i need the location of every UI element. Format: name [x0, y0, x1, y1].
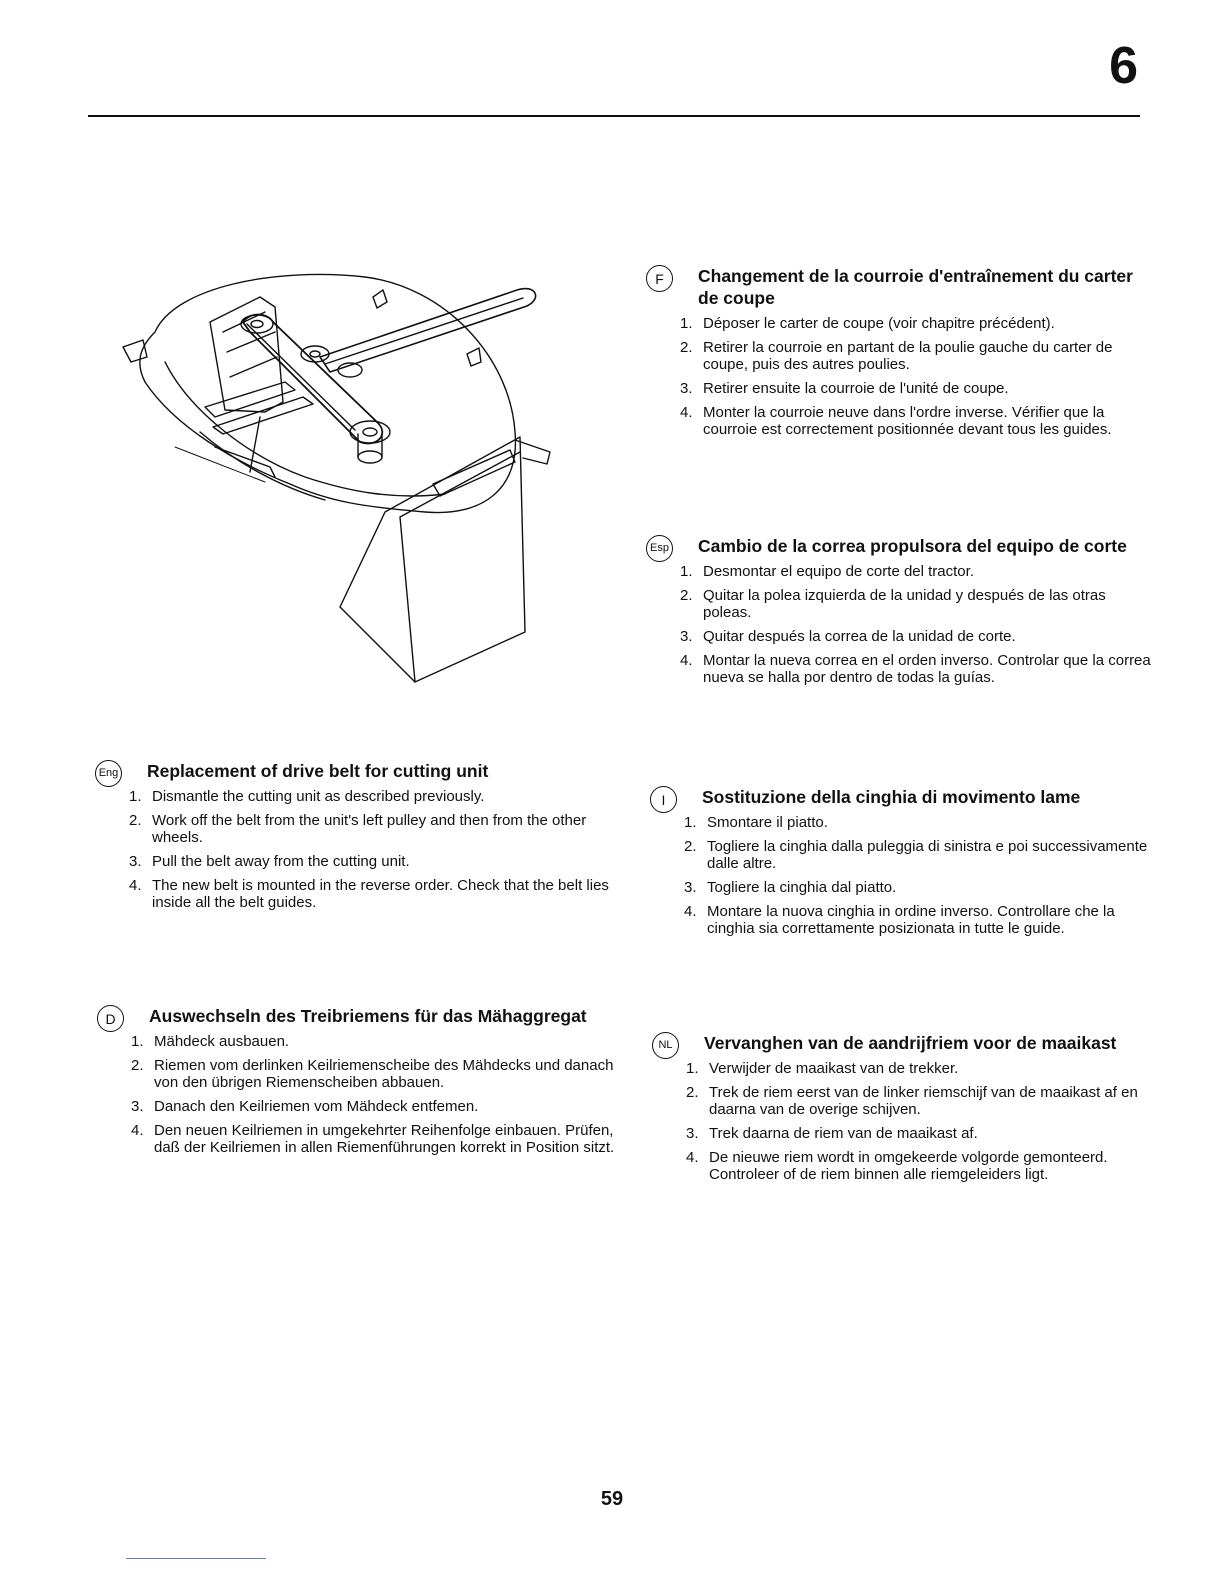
step-number: 4. [680, 652, 693, 669]
step-number: 1. [129, 788, 142, 805]
step-number: 1. [680, 315, 693, 332]
french-step-4 [646, 404, 1156, 438]
italian-title: Sostituzione della cinghia di movimento lame [702, 787, 1081, 807]
dutch-steps [652, 1060, 1162, 1183]
step-text: Desmontar el equipo de corte del tractor. [703, 563, 974, 580]
step-number: 2. [680, 339, 693, 356]
pulley-right [350, 421, 390, 443]
pulley-left-hub [251, 321, 263, 328]
german-step-3 [97, 1098, 617, 1115]
step-text: Dismantle the cutting unit as described previously. [152, 788, 485, 805]
german-step-2 [97, 1057, 617, 1091]
header-rule [88, 115, 1140, 117]
step-number: 1. [680, 563, 693, 580]
discharge-chute [340, 437, 525, 682]
step-text: De nieuwe riem wordt in omgekeerde volgorde gemonteerd. Controleer of de riem binnen alle riemgeleiders ligt. [709, 1149, 1108, 1183]
step-number: 3. [686, 1125, 699, 1142]
step-number: 4. [131, 1122, 144, 1139]
german-steps [97, 1033, 617, 1156]
step-number: 2. [684, 838, 697, 855]
cutting-deck-diagram [115, 262, 565, 692]
side-bracket [467, 348, 481, 366]
step-text: Trek daarna de riem van de maaikast af. [709, 1125, 978, 1142]
step-text: Retirer la courroie en partant de la poulie gauche du carter de coupe, puis des autres poulies. [703, 339, 1113, 373]
section-german [97, 1005, 617, 1163]
english-step-4 [95, 877, 615, 911]
step-text: Togliere la cinghia dalla puleggia di sinistra e poi successivamente dalle altre. [707, 838, 1148, 872]
spanish-step-2 [646, 587, 1156, 621]
italian-step-3 [650, 879, 1160, 896]
english-lang-badge: Eng [95, 760, 122, 787]
step-number: 1. [131, 1033, 144, 1050]
german-step-1 [97, 1033, 617, 1050]
italian-step-4 [650, 903, 1160, 937]
dutch-step-3 [652, 1125, 1162, 1142]
step-number: 4. [680, 404, 693, 421]
step-text: Montar la nueva correa en el orden inverso. Controlar que la correa nueva se halla por dentro de todas la guías. [703, 652, 1151, 686]
italian-steps [650, 814, 1160, 937]
chute-mount [433, 450, 515, 496]
pulley-center-hub [310, 351, 320, 357]
drive-belt-inner [247, 324, 355, 430]
chapter-number: 6 [1109, 37, 1138, 95]
step-number: 2. [131, 1057, 144, 1074]
step-text: Work off the belt from the unit's left pulley and then from the other wheels. [152, 812, 587, 846]
spanish-step-3 [646, 628, 1156, 645]
step-number: 4. [684, 903, 697, 920]
french-title: Changement de la courroie d'entraînement du carter de coupe [698, 266, 1133, 308]
page-number: 59 [600, 1488, 624, 1510]
step-text: Montare la nuova cinghia in ordine inverso. Controllare che la cinghia sia correttamente posizionata in tutte le guide. [707, 903, 1115, 937]
step-text: Retirer ensuite la courroie de l'unité de coupe. [703, 380, 1009, 397]
section-english [95, 760, 615, 918]
french-lang-badge: F [646, 265, 673, 292]
frame-bar-lower [213, 397, 313, 434]
english-step-1 [95, 788, 615, 805]
english-steps [95, 788, 615, 911]
step-number: 2. [686, 1084, 699, 1101]
step-number: 2. [680, 587, 693, 604]
german-title: Auswechseln des Treibriemens für das Mähaggregat [149, 1006, 587, 1026]
step-number: 4. [129, 877, 142, 894]
section-spanish [646, 535, 1156, 693]
spanish-title: Cambio de la correa propulsora del equipo de corte [698, 536, 1127, 556]
italian-step-2 [650, 838, 1160, 872]
english-step-2 [95, 812, 615, 846]
dutch-step-1 [652, 1060, 1162, 1077]
spanish-lang-badge: Esp [646, 535, 673, 562]
left-bracket [123, 340, 147, 362]
step-text: Déposer le carter de coupe (voir chapitre précédent). [703, 315, 1055, 332]
french-steps [646, 315, 1156, 438]
english-title: Replacement of drive belt for cutting unit [147, 761, 489, 781]
french-step-2 [646, 339, 1156, 373]
drive-belt [243, 315, 382, 444]
step-text: Mähdeck ausbauen. [154, 1033, 290, 1050]
step-number: 1. [684, 814, 697, 831]
step-text: Den neuen Keilriemen in umgekehrter Reihenfolge einbauen. Prüfen, daß der Keilriemen in allen Riemenführungen korrekt in Position sitzt. [154, 1122, 615, 1156]
section-dutch [652, 1032, 1162, 1190]
step-number: 2. [129, 812, 142, 829]
step-text: Pull the belt away from the cutting unit. [152, 853, 410, 870]
step-text: Verwijder de maaikast van de trekker. [709, 1060, 959, 1077]
step-text: Monter la courroie neuve dans l'ordre inverse. Vérifier que la courroie est correctement positionnée devant tous les guides. [703, 404, 1112, 438]
deck-rim [165, 362, 445, 496]
english-step-3 [95, 853, 615, 870]
step-number: 4. [686, 1149, 699, 1166]
italian-step-1 [650, 814, 1160, 831]
pulley-right-hub [363, 428, 377, 436]
german-step-4 [97, 1122, 617, 1156]
footer-rule [126, 1558, 266, 1559]
belt-guard-detail [223, 312, 277, 377]
section-italian [650, 786, 1160, 944]
step-text: Togliere la cinghia dal piatto. [707, 879, 897, 896]
french-step-3 [646, 380, 1156, 397]
step-text: Riemen vom derlinken Keilriemenscheibe des Mähdecks und danach von den übrigen Riemenscheiben abbauen. [154, 1057, 614, 1091]
rear-bracket [373, 290, 387, 308]
pulley-right-spindle [358, 451, 382, 463]
step-text: Trek de riem eerst van de linker riemschijf van de maaikast af en daarna van de overige schijven. [709, 1084, 1138, 1118]
step-number: 3. [684, 879, 697, 896]
step-number: 3. [129, 853, 142, 870]
section-french [646, 265, 1156, 445]
step-text: Danach den Keilriemen vom Mähdeck entfemen. [154, 1098, 479, 1115]
step-text: The new belt is mounted in the reverse order. Check that the belt lies inside all the belt guides. [152, 877, 609, 911]
step-text: Quitar la polea izquierda de la unidad y después de las otras poleas. [703, 587, 1106, 621]
step-number: 1. [686, 1060, 699, 1077]
spanish-step-1 [646, 563, 1156, 580]
dutch-step-4 [652, 1149, 1162, 1183]
step-text: Quitar después la correa de la unidad de corte. [703, 628, 1016, 645]
spanish-steps [646, 563, 1156, 686]
step-number: 3. [680, 628, 693, 645]
french-step-1 [646, 315, 1156, 332]
german-lang-badge: D [97, 1005, 124, 1032]
dutch-step-2 [652, 1084, 1162, 1118]
italian-lang-badge: I [650, 786, 677, 813]
deck-lower-edge [200, 432, 325, 500]
dutch-title: Vervanghen van de aandrijfriem voor de maaikast [704, 1033, 1117, 1053]
dutch-lang-badge: NL [652, 1032, 679, 1059]
spanish-step-4 [646, 652, 1156, 686]
step-number: 3. [131, 1098, 144, 1115]
step-number: 3. [680, 380, 693, 397]
step-text: Smontare il piatto. [707, 814, 828, 831]
